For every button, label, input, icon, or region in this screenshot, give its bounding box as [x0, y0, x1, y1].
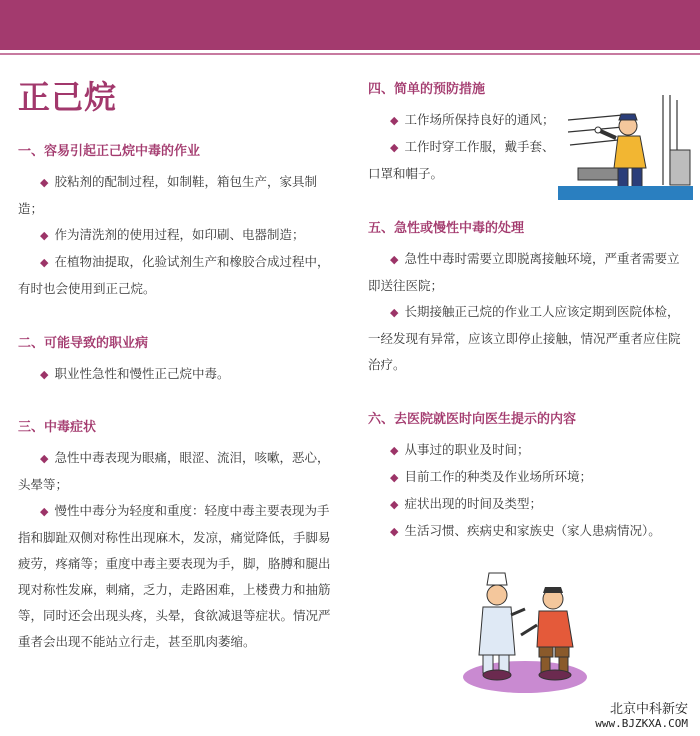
- bullet-item: ◆ 长期接触正己烷的作业工人应该定期到医院体检，一经发现有异常，应该立即停止接触，情况严重者应住院治疗。: [368, 304, 681, 372]
- bullet-item: ◆ 工作场所保持良好的通风；: [390, 112, 555, 127]
- diamond-bullet-icon: ◆: [40, 368, 49, 381]
- bullet-item: ◆ 职业性急性和慢性正己烷中毒。: [40, 366, 230, 381]
- header-band: [0, 0, 700, 50]
- bullet-item: ◆ 在植物油提取，化验试剂生产和橡胶合成过程中，有时也会使用到正己烷。: [18, 254, 330, 296]
- watermark-url: www.BJZKXA.COM: [595, 717, 688, 730]
- section-treatment: [368, 217, 688, 378]
- section-jobs: [18, 140, 338, 302]
- bullet-item: ◆ 目前工作的种类及作业场所环境；: [390, 469, 592, 484]
- bullet-item: ◆ 慢性中毒分为轻度和重度：轻度中毒主要表现为手指和脚趾双侧对称性出现麻木，发凉，痛觉降低，手脚易疲劳，疼痛等；重度中毒主要表现为手，脚，胳膊和腿出现对称性发麻，刺痛，乏力，走路困难，上楼费力和抽筋等，同时还会出现头疼，头晕，食欲减退等症状。情况严重者会出现不能站立行走，甚至肌肉萎缩。: [18, 503, 331, 649]
- watermark: [595, 698, 688, 730]
- diamond-bullet-icon: ◆: [390, 306, 399, 319]
- section-heading: 二、可能导致的职业病: [18, 336, 149, 351]
- bullet-item: ◆ 作为清洗剂的使用过程，如印刷、电器制造；: [40, 227, 305, 242]
- header-divider: [0, 53, 700, 55]
- doctor-consultation-illustration: [455, 565, 595, 695]
- diamond-bullet-icon: ◆: [390, 525, 399, 538]
- section-heading: 三、中毒症状: [18, 420, 97, 435]
- diamond-bullet-icon: ◆: [390, 114, 399, 127]
- section-symptoms: [18, 416, 338, 655]
- diamond-bullet-icon: ◆: [390, 253, 399, 266]
- page-title: 正己烷: [18, 78, 118, 116]
- section-heading: 五、急性或慢性中毒的处理: [368, 221, 525, 236]
- section-heading: 四、简单的预防措施: [368, 82, 486, 97]
- watermark-name: 北京中科新安: [609, 702, 688, 717]
- bullet-item: ◆ 胶粘剂的配制过程，如制鞋，箱包生产，家具制造；: [18, 174, 317, 216]
- diamond-bullet-icon: ◆: [40, 452, 49, 465]
- bullet-item: ◆ 症状出现的时间及类型；: [390, 496, 542, 511]
- diamond-bullet-icon: ◆: [40, 176, 49, 189]
- bullet-item: ◆ 生活习惯、疾病史和家族史（家人患病情况）。: [390, 523, 661, 538]
- diamond-bullet-icon: ◆: [390, 471, 399, 484]
- section-disease: [18, 332, 338, 388]
- bullet-item: ◆ 从事过的职业及时间；: [390, 442, 530, 457]
- diamond-bullet-icon: ◆: [40, 505, 49, 518]
- diamond-bullet-icon: ◆: [390, 141, 399, 154]
- ventilation-worker-illustration: [558, 90, 693, 200]
- section-heading: 一、容易引起正己烷中毒的作业: [18, 144, 201, 159]
- section-prevention: [368, 78, 558, 187]
- diamond-bullet-icon: ◆: [40, 256, 49, 269]
- bullet-item: ◆ 急性中毒时需要立即脱离接触环境，严重者需要立即送往医院；: [368, 251, 680, 293]
- bullet-item: ◆ 工作时穿工作服，戴手套、口罩和帽子。: [368, 139, 555, 181]
- section-heading: 六、去医院就医时向医生提示的内容: [368, 412, 577, 427]
- bullet-item: ◆ 急性中毒表现为眼痛，眼涩、流泪，咳嗽，恶心，头晕等；: [18, 450, 330, 492]
- section-doctor-visit: [368, 408, 688, 545]
- diamond-bullet-icon: ◆: [390, 498, 399, 511]
- left-column: [18, 140, 338, 655]
- diamond-bullet-icon: ◆: [40, 229, 49, 242]
- diamond-bullet-icon: ◆: [390, 444, 399, 457]
